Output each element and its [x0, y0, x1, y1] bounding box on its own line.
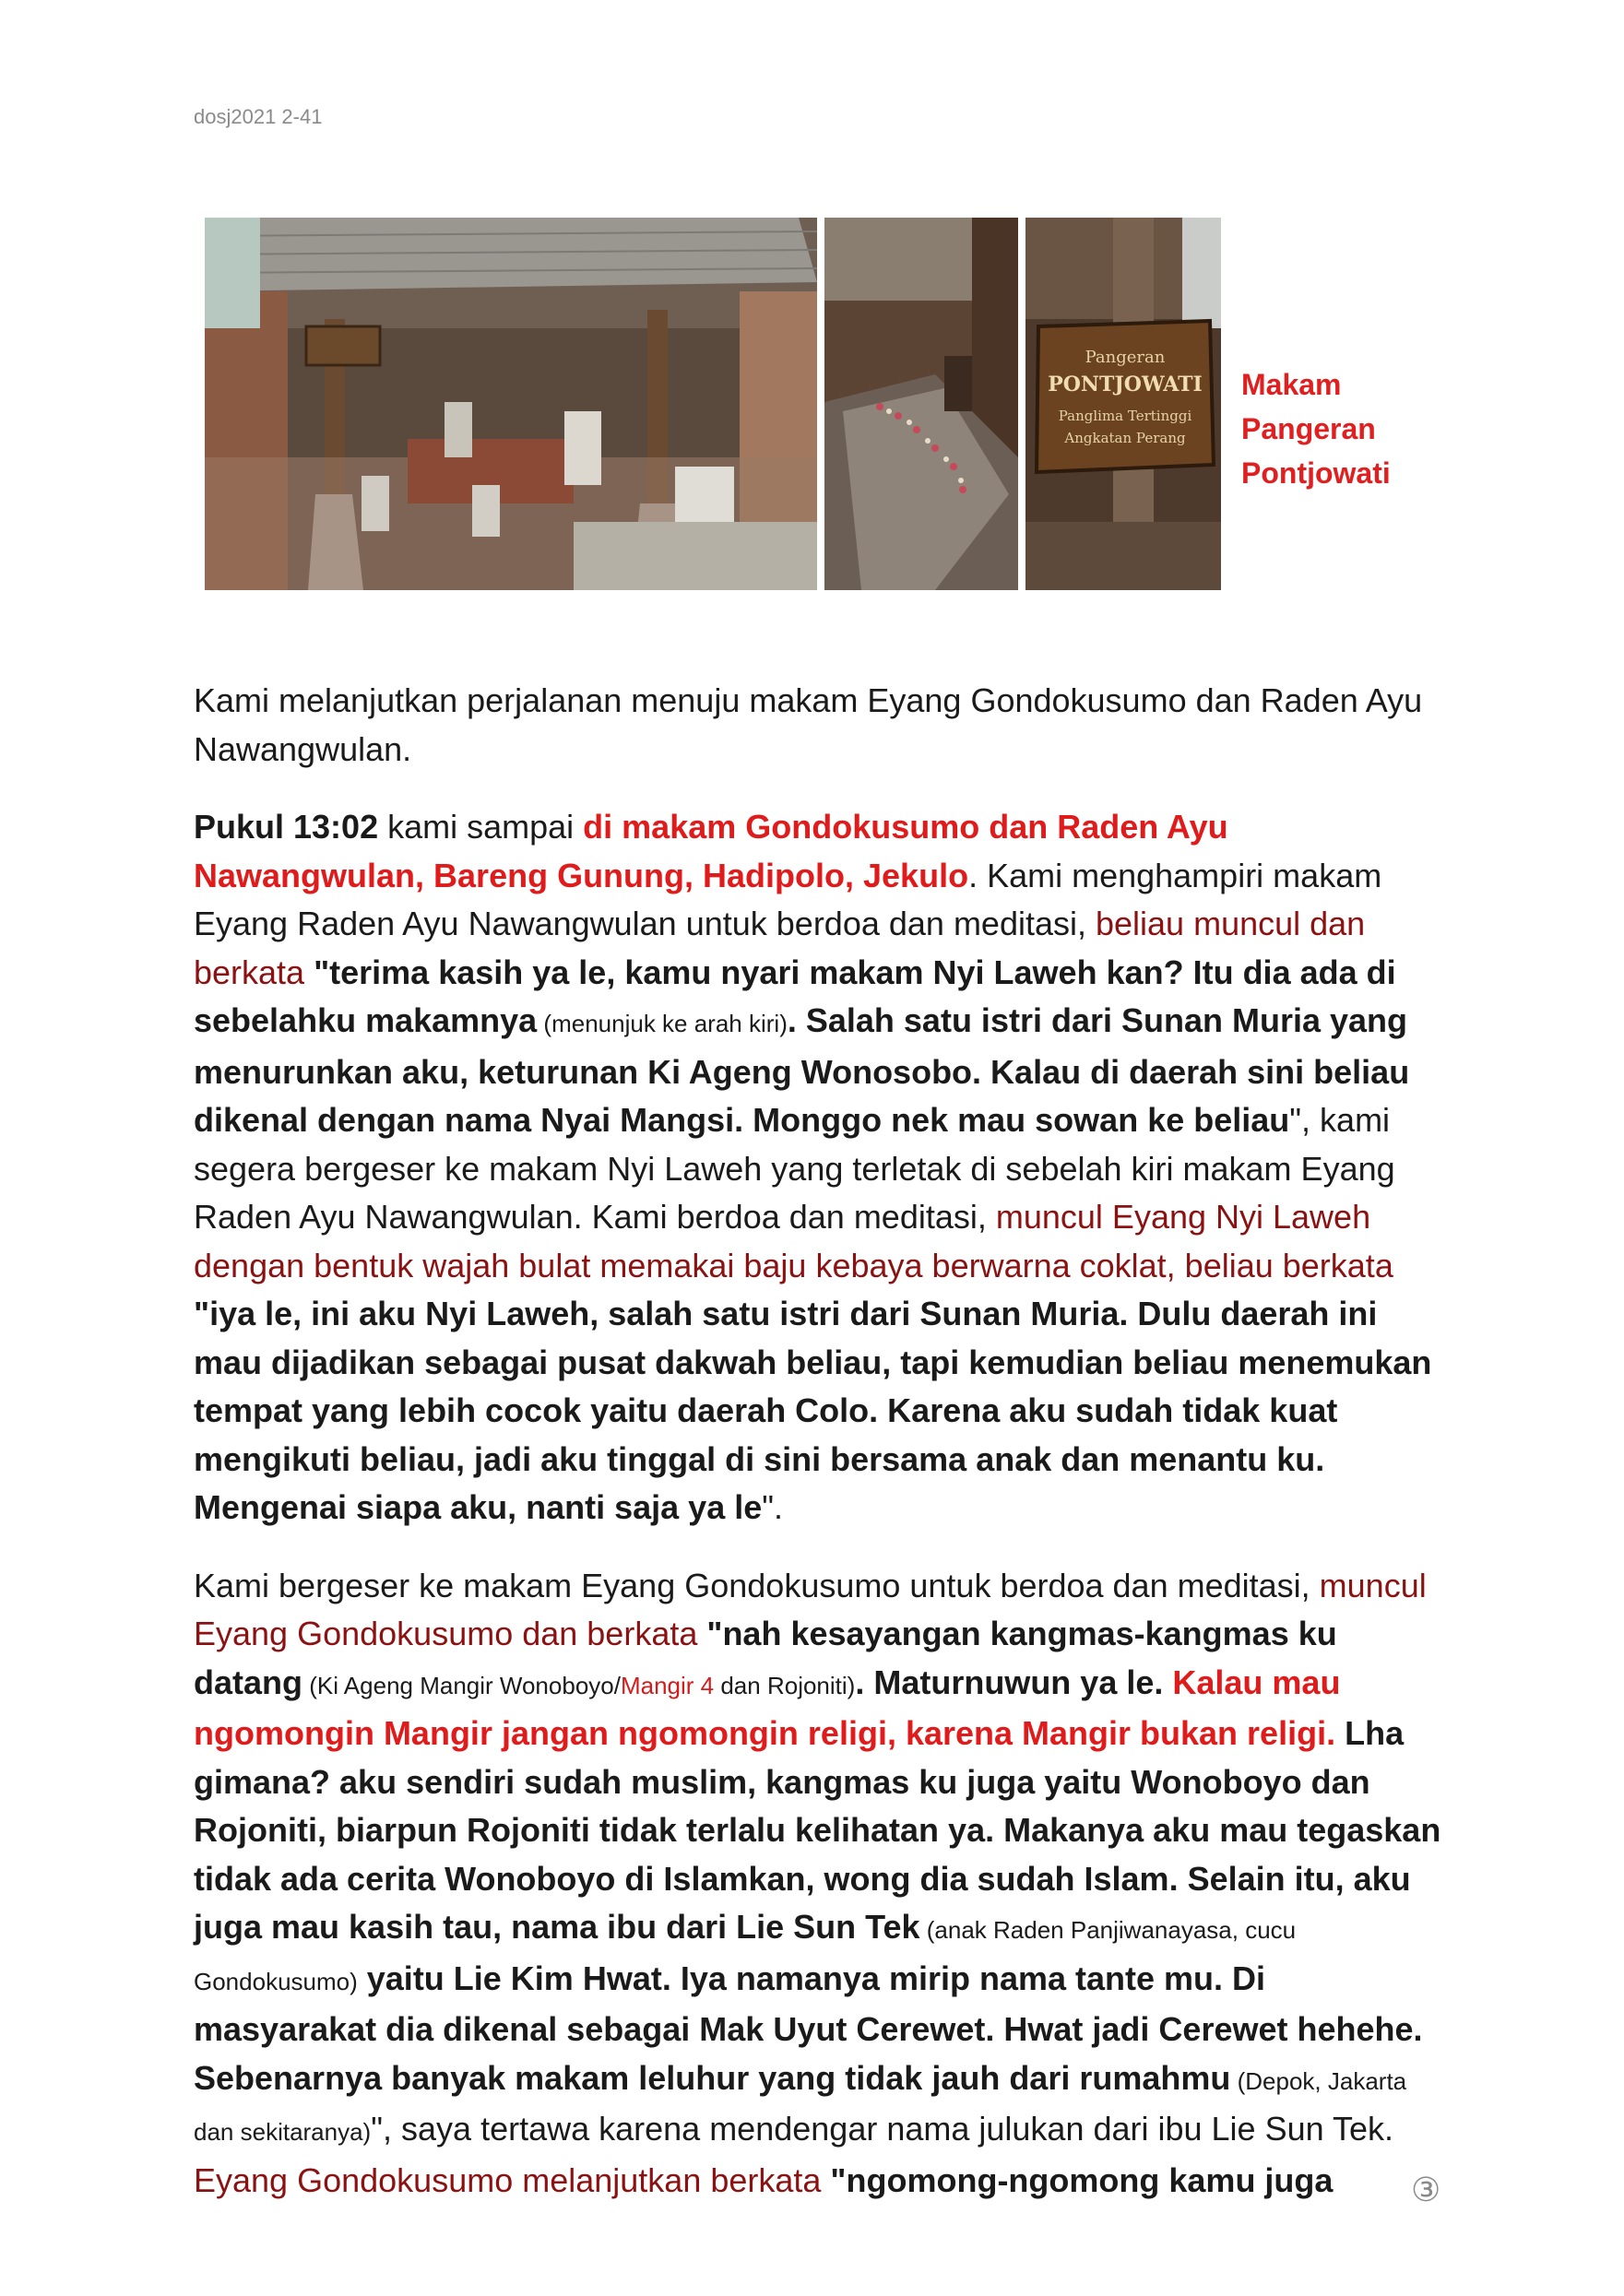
sign-line-4: Angkatan Perang [1064, 430, 1186, 446]
aside-note: (anak Raden Panjiwanayasa, cucu Gondokusumo) [194, 1916, 1297, 1995]
quote-text: "iya le, ini aku Nyi Laweh, salah satu istri dari Sunan Muria. Dulu daerah ini mau dijadikan sebagai pusat dakwah beliau, tapi kemudian beliau menemukan tempat yang lebih cocok yaitu daerah Colo. Karena aku sudah tidak kuat mengikuti beliau, jadi aku tinggal di sini bersama anak dan menantu ku. Mengenai siapa aku, nanti saja ya le [194, 1295, 1432, 1526]
aside-note: (menunjuk ke arah kiri) [537, 1010, 788, 1037]
quote-highlight: Kalau mau ngomongin Mangir jangan ngomongin religi, karena Mangir bukan religi. [194, 1663, 1341, 1752]
pontjowati-sign-photo [1025, 218, 1221, 590]
quote-text: . Salah satu istri dari Sunan Muria yang menurunkan aku, keturunan Ki Ageng Wonosobo. Kalau di daerah sini beliau dikenal dengan nama Nyai Mangsi. Monggo nek mau sowan ke beliau [194, 1001, 1410, 1139]
body-text [194, 677, 1443, 2205]
text-run: ", kami segera bergeser ke makam Nyi Laweh yang terletak di sebelah kiri makam Eyang Raden Ayu Nawangwulan. Kami berdoa dan meditasi, [194, 1101, 1395, 1236]
aside-note: dan Rojoniti) [714, 1671, 856, 1699]
tomb-shelter-photo [205, 218, 817, 590]
sign-line-1: Pangeran [1085, 348, 1166, 367]
apparition-note: muncul Eyang Gondokusumo dan berkata [194, 1566, 1427, 1652]
paragraph-2 [194, 803, 1443, 1533]
page-number: ③ [1411, 2171, 1441, 2208]
quote-text: yaitu Lie Kim Hwat. Iya namanya mirip nama tante mu. Di masyarakat dia dikenal sebagai Mak Uyut Cerewet. Hwat jadi Cerewet hehehe. Sebenarnya banyak makam leluhur yang tidak jauh dari rumahmu [194, 1959, 1423, 2097]
text-run: Kami melanjutkan perjalanan menuju makam Eyang Gondokusumo dan Raden Ayu Nawangwulan. [194, 681, 1423, 768]
text-run: . Kami menghampiri makam Eyang Raden Ayu Nawangwulan untuk berdoa dan meditasi, [194, 856, 1382, 942]
text-run: kami sampai [378, 808, 584, 846]
quote-text: "ngomong-ngomong kamu juga [821, 2160, 1334, 2199]
time-label: Pukul 13:02 [194, 808, 379, 846]
tomb-flowers-photo [824, 218, 1018, 590]
photo-caption [1241, 362, 1426, 495]
caption-line: Pontjowati [1241, 456, 1391, 490]
aside-note: (Ki Ageng Mangir Wonoboyo/ [302, 1671, 621, 1699]
quote-text: . Maturnuwun ya le. [855, 1663, 1173, 1701]
location-highlight: di makam Gondokusumo dan Raden Ayu Nawangwulan, Bareng Gunung, Hadipolo, Jekulo [194, 808, 1228, 894]
aside-highlight: Mangir 4 [620, 1671, 715, 1699]
text-run: ", saya tertawa karena mendengar nama julukan dari ibu Lie Sun Tek. [371, 2110, 1394, 2148]
aside-note: (Depok, Jakarta dan sekitaranya) [194, 2066, 1407, 2146]
quote-text: "terima kasih ya le, kamu nyari makam Nyi Laweh kan? Itu dia ada di sebelahku makamnya [194, 953, 1396, 1039]
caption-line: Makam [1241, 368, 1342, 401]
apparition-note: beliau muncul dan berkata [194, 905, 1366, 991]
document-code: dosj2021 2-41 [194, 105, 323, 128]
apparition-note: muncul Eyang Nyi Laweh dengan bentuk wajah bulat memakai baju kebaya berwarna coklat, beliau berkata [194, 1198, 1393, 1284]
paragraph-3 [194, 1562, 1443, 2206]
sign-line-2: PONTJOWATI [1048, 373, 1203, 396]
quote-text: Lha gimana? aku sendiri sudah muslim, kangmas ku juga yaitu Wonoboyo dan Rojoniti, biarpun Rojoniti tidak terlalu kelihatan ya. Makanya aku mau tegaskan tidak ada cerita Wonoboyo di Islamkan, wong dia sudah Islam. Selain itu, aku juga mau kasih tau, nama ibu dari Lie Sun Tek [194, 1714, 1441, 1946]
text-run: ". [762, 1488, 784, 1526]
caption-line: Pangeran [1241, 412, 1376, 445]
apparition-note: Eyang Gondokusumo melanjutkan berkata [194, 2160, 822, 2199]
sign-line-3: Panglima Tertinggi [1058, 408, 1192, 424]
paragraph-1 [194, 677, 1443, 774]
quote-text: "nah kesayangan kangmas-kangmas ku datang [194, 1615, 1337, 1701]
text-run: Kami bergeser ke makam Eyang Gondokusumo untuk berdoa dan meditasi, [194, 1566, 1320, 1604]
